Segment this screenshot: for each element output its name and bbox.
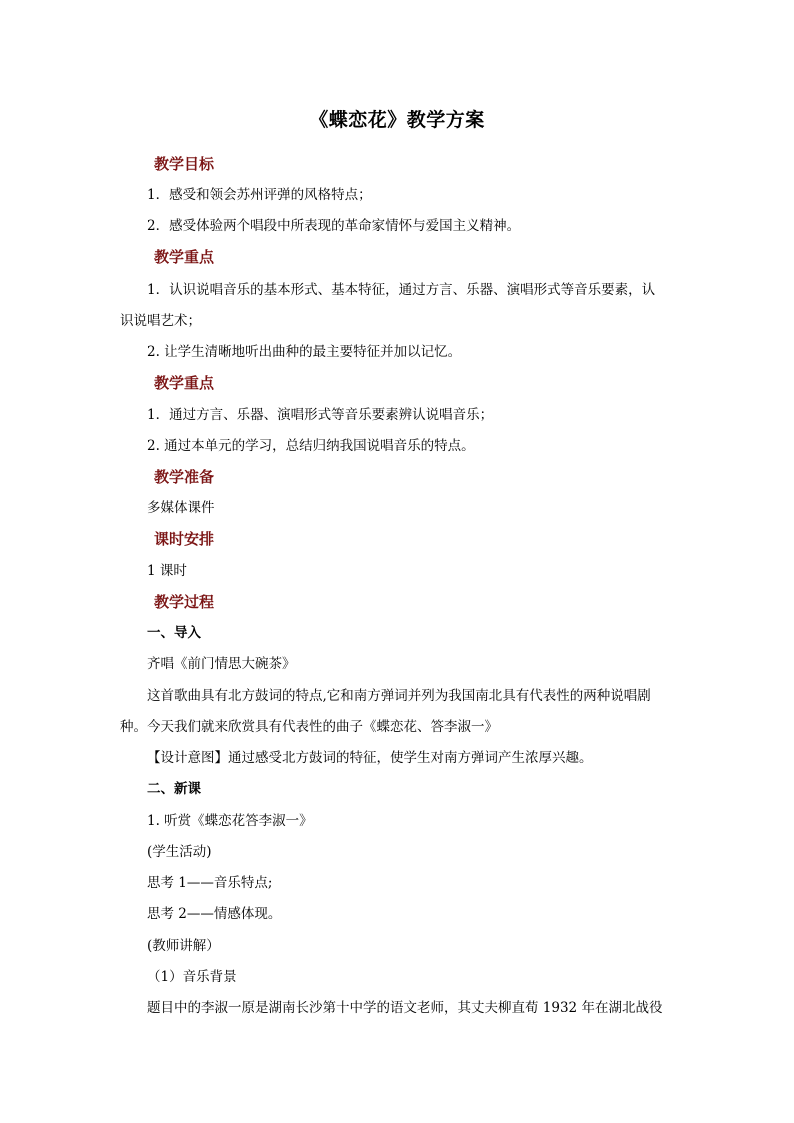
key-point-2-item-1: 1．通过方言、乐器、演唱形式等音乐要素辨认说唱音乐； — [147, 407, 494, 423]
intro-song: 齐唱《前门情思大碗茶》 — [147, 656, 296, 672]
teacher-explanation: (教师讲解） — [147, 938, 220, 954]
key-points-2-heading: 教学重点 — [154, 374, 215, 392]
music-background-text: 题目中的李淑一原是湖南长沙第十中学的语文老师，其丈夫柳直荀 1932 年在湖北战役 — [147, 1000, 663, 1016]
music-background-heading: （1）音乐背景 — [147, 969, 237, 985]
design-intent: 【设计意图】通过感受北方鼓词的特征，使学生对南方弹词产生浓厚兴趣。 — [147, 750, 593, 766]
schedule-text: 1 课时 — [147, 563, 187, 579]
think-item-1: 思考 1——音乐特点; — [147, 875, 273, 891]
key-point-item-1-line-1: 1．认识说唱音乐的基本形式、基本特征，通过方言、乐器、演唱形式等音乐要素，认 — [147, 282, 656, 298]
key-point-2-item-2: 2. 通过本单元的学习，总结归纳我国说唱音乐的特点。 — [147, 438, 475, 454]
objective-item-1: 1．感受和领会苏州评弹的风格特点； — [147, 187, 372, 203]
objectives-heading: 教学目标 — [154, 155, 215, 173]
preparation-heading: 教学准备 — [154, 468, 215, 486]
document-title: 《蝶恋花》教学方案 — [309, 109, 485, 131]
intro-paragraph-line-1: 这首歌曲具有北方鼓词的特点,它和南方弹词并列为我国南北具有代表性的两种说唱剧 — [147, 688, 651, 704]
schedule-heading: 课时安排 — [154, 530, 215, 548]
think-item-2: 思考 2——情感体现。 — [147, 906, 282, 922]
process-heading: 教学过程 — [154, 593, 215, 611]
student-activity: (学生活动) — [147, 844, 212, 860]
intro-heading: 一、导入 — [147, 625, 201, 641]
key-point-item-2: 2. 让学生清晰地听出曲种的最主要特征并加以记忆。 — [147, 344, 462, 360]
new-lesson-heading: 二、新课 — [147, 781, 201, 797]
objective-item-2: 2．感受体验两个唱段中所表现的革命家情怀与爱国主义精神。 — [147, 218, 521, 234]
key-points-heading: 教学重点 — [154, 248, 215, 266]
key-point-item-1-line-2: 识说唱艺术； — [120, 313, 201, 329]
listen-item: 1. 听赏《蝶恋花答李淑一》 — [147, 813, 313, 829]
intro-paragraph-line-2: 种。今天我们就来欣赏具有代表性的曲子《蝶恋花、答李淑一》 — [120, 719, 498, 735]
preparation-text: 多媒体课件 — [147, 500, 215, 516]
